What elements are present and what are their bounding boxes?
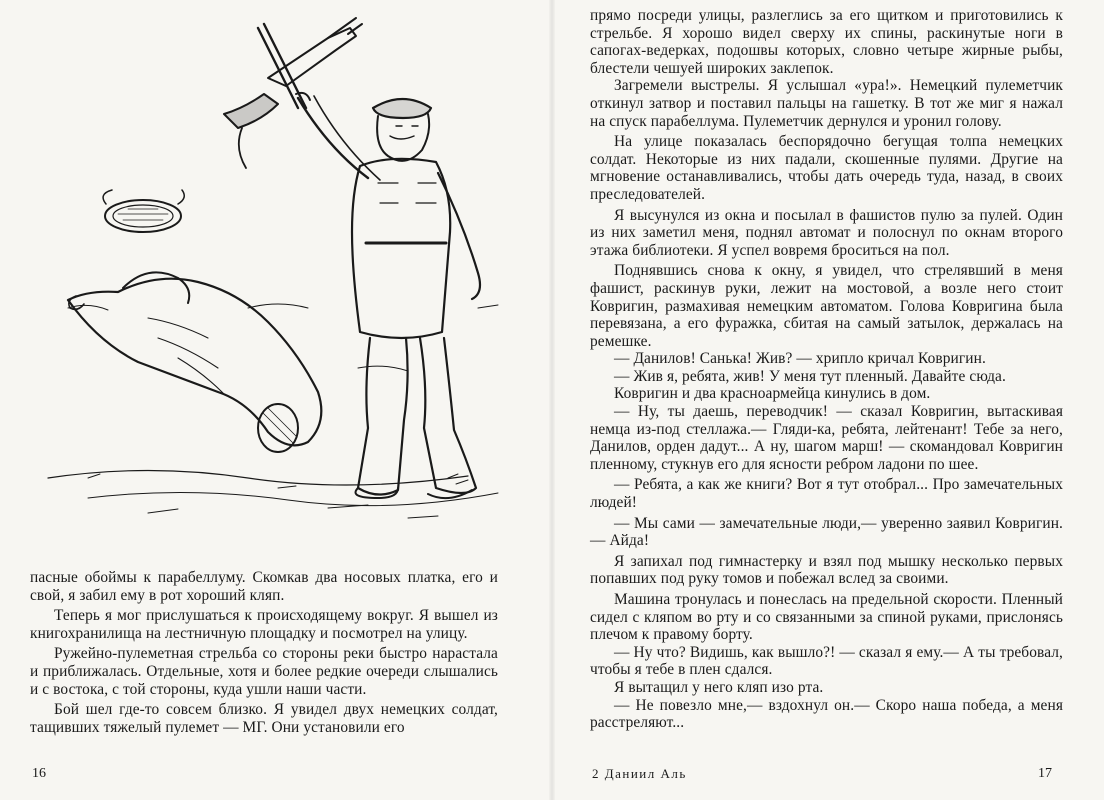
printer-signature-mark: 2 Даниил Аль <box>592 766 687 781</box>
left-paragraph-2: Теперь я мог прислушаться к происходящему вокруг. Я вышел из книгохранилища на лестничную площадку и посмотрел на улицу. <box>30 607 498 642</box>
right-paragraph-12: Я запихал под гимнастерку и взял под мышку несколько первых попавших под руку томов и побежал вслед за своими. <box>590 552 1063 588</box>
right-paragraph-2: Загремели выстрелы. Я услышал «ура!». Немецкий пулеметчик откинул затвор и поставил пальцы на гашетку. В тот же миг я нажал на спуск парабеллума. Пулеметчик дернулся и уронил голову. <box>590 77 1063 130</box>
illustration-soldier-raising-rifle <box>28 8 518 528</box>
right-paragraph-13: Машина тронулась и понеслась на предельной скорости. Пленный сидел с кляпом во рту и со связанными за спиной руками, прислонясь плечом к правому борту. <box>590 591 1063 644</box>
right-paragraph-3: На улице показалась беспорядочно бегущая толпа немецких солдат. Некоторые из них падали, скошенные пулями. Другие на мгновение останавливались, чтобы дать очередь туда, назад, в своих преследователей. <box>590 133 1063 203</box>
right-paragraph-4: Я высунулся из окна и посылал в фашистов пулю за пулей. Один из них заметил меня, поднял автомат и полоснул по окнам второго этажа библиотеки. Я успел вовремя броситься на пол. <box>590 206 1063 259</box>
right-page-text <box>590 7 1063 732</box>
right-paragraph-14: — Ну что? Видишь, как вышло?! — сказал я ему.— А ты требовал, чтобы я тебе в плен сдался. <box>590 643 1063 679</box>
right-paragraph-8: Ковригин и два красноармейца кинулись в дом. <box>614 385 931 403</box>
right-paragraph-5: Поднявшись снова к окну, я увидел, что стрелявший в меня фашист, раскинув руки, лежит на мостовой, а возле него стоит Ковригин, размахивая немецким автоматом. Голова Ковригина была перевязана, а его фуражка, сбитая на самый затылок, держалась на ремешке. <box>590 262 1063 350</box>
right-paragraph-1: прямо посреди улицы, разлеглись за его щитком и приготовились к стрельбе. Я хорошо видел сверху их спины, раскинутые ноги в сапогах-ведерках, подошвы которых, словно четыре жирные рыбы, блестели чешуей широких заклепок. <box>590 7 1063 77</box>
left-paragraph-4: Бой шел где-то совсем близко. Я увидел двух немецких солдат, тащивших тяжелый пулемет — МГ. Они установили его <box>30 701 498 736</box>
left-page-text <box>30 569 498 736</box>
right-paragraph-16: — Не повезло мне,— вздохнул он.— Скоро наша победа, а меня расстреляют... <box>590 696 1063 732</box>
right-paragraph-10: — Ребята, а как же книги? Вот я тут отобрал... Про замечательных людей! <box>590 476 1063 512</box>
left-page-number: 16 <box>32 766 46 781</box>
left-paragraph-3: Ружейно-пулеметная стрельба со стороны реки быстро нарастала и приближалась. Отдельные, хотя и более редкие очереди слышались и с востока, с той стороны, куда ушли наши части. <box>30 645 498 698</box>
right-paragraph-15: Я вытащил у него кляп изо рта. <box>614 678 824 696</box>
right-paragraph-7: — Жив я, ребята, жив! У меня тут пленный. Давайте сюда. <box>614 367 1006 385</box>
right-paragraph-9: — Ну, ты даешь, переводчик! — сказал Ковригин, вытаскивая немца из-под стеллажа.— Гляди-ка, ребята, лейтенант! Тебе за него, Данилов, орден дадут... А ну, шагом марш! — скомандовал Ковригин пленному, стукнув его для ясности ребром ладони по шее. <box>590 403 1063 473</box>
right-paragraph-6: — Данилов! Санька! Жив? — хрипло кричал Ковригин. <box>614 350 986 368</box>
right-page-number: 17 <box>1038 766 1052 781</box>
right-page <box>552 0 1104 800</box>
right-paragraph-11: — Мы сами — замечательные люди,— уверенно заявил Ковригин.— Айда! <box>590 514 1063 550</box>
left-paragraph-1: пасные обоймы к парабеллуму. Скомкав два носовых платка, его и свой, я забил ему в рот хороший кляп. <box>30 569 498 604</box>
